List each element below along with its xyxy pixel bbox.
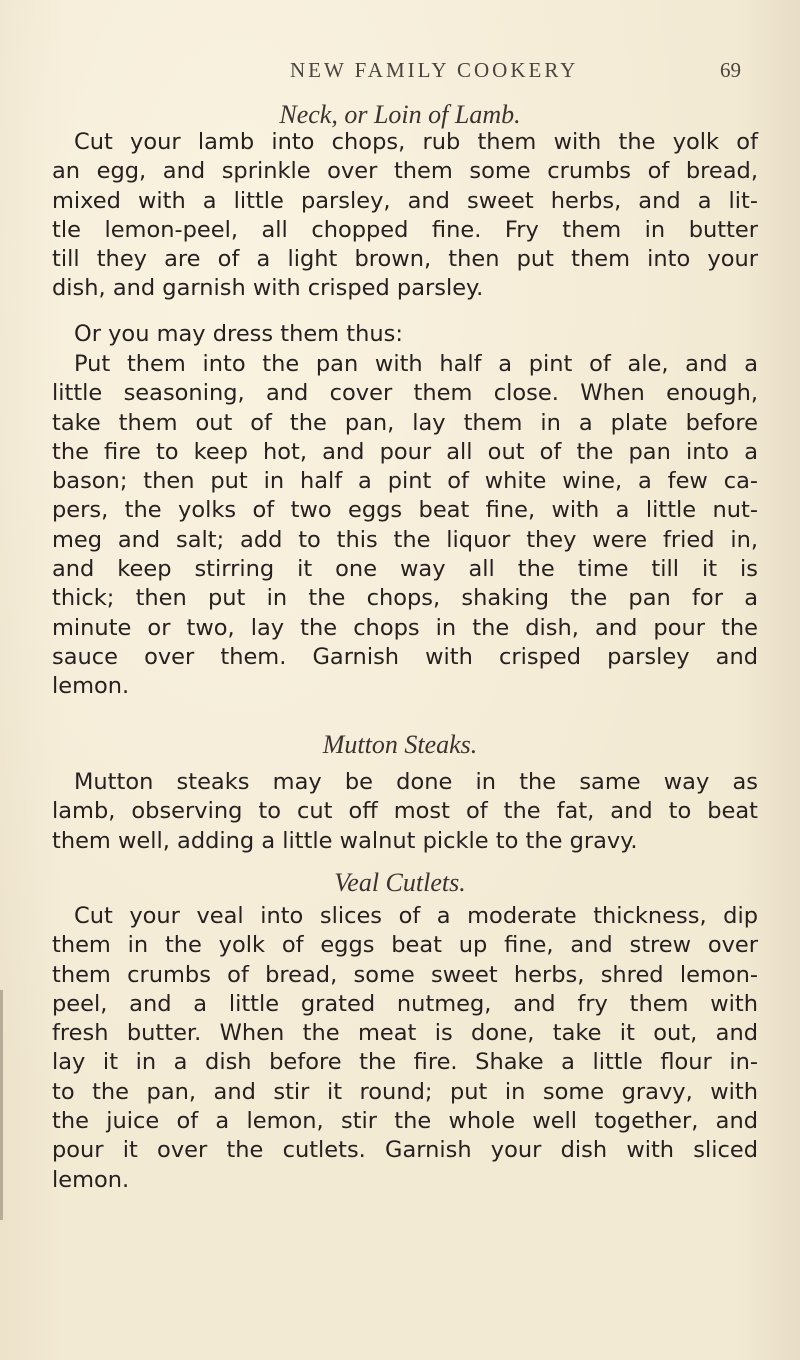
text-line: tle lemon-peel, all chopped fine. Fry them in butter xyxy=(52,216,758,243)
running-head xyxy=(0,58,800,88)
text-line: sauce over them. Garnish with crisped parsley and xyxy=(52,643,758,670)
text-line: dish, and garnish with crisped parsley. xyxy=(52,275,484,302)
text-line: thick; then put in the chops, shaking the pan for a xyxy=(52,585,758,612)
text-line: Put them into the pan with half a pint of ale, and a xyxy=(74,351,758,377)
text-line: Cut your veal into slices of a moderate thickness, dip xyxy=(74,903,758,929)
page-number: 69 xyxy=(720,58,741,82)
text-line: mixed with a little parsley, and sweet herbs, and a lit- xyxy=(52,187,758,214)
text-line: little seasoning, and cover them close. When enough, xyxy=(52,380,758,407)
text-line: them in the yolk of eggs beat up fine, and strew over xyxy=(52,932,758,959)
text-line: meg and salt; add to this the liquor they were fried in, xyxy=(52,526,758,553)
text-line: the juice of a lemon, stir the whole well together, and xyxy=(52,1108,758,1135)
text-line: Cut your lamb into chops, rub them with the yolk of xyxy=(74,129,758,155)
text-line: the fire to keep hot, and pour all out of the pan into a xyxy=(52,438,758,465)
text-line: lemon. xyxy=(52,1166,130,1193)
text-line: peel, and a little grated nutmeg, and fry them with xyxy=(52,990,758,1017)
text-line: lay it in a dish before the fire. Shake a little flour in- xyxy=(52,1049,758,1076)
text-line: pers, the yolks of two eggs beat fine, with a little nut- xyxy=(52,497,758,524)
recipe-heading-veal: Veal Cutlets. xyxy=(334,868,466,897)
text-line: till they are of a light brown, then put them into your xyxy=(52,246,758,273)
recipe-paragraph xyxy=(52,128,758,304)
text-line: to the pan, and stir it round; put in some gravy, with xyxy=(52,1078,758,1105)
text-line: and keep stirring it one way all the time till it is xyxy=(52,556,758,583)
running-title: NEW FAMILY COOKERY xyxy=(290,58,579,82)
recipe-heading-mutton: Mutton Steaks. xyxy=(322,730,478,759)
text-line: Mutton steaks may be done in the same way as xyxy=(74,769,758,795)
text-line: lamb, observing to cut off most of the fat, and to beat xyxy=(52,798,758,825)
text-line: them well, adding a little walnut pickle to the gravy. xyxy=(52,827,638,854)
text-line: bason; then put in half a pint of white wine, a few ca- xyxy=(52,468,758,495)
text-line: an egg, and sprinkle over them some crumbs of bread, xyxy=(52,158,758,185)
text-line: take them out of the pan, lay them in a plate before xyxy=(52,409,758,436)
recipe-paragraph xyxy=(52,320,758,349)
recipe-paragraph xyxy=(52,768,758,856)
recipe-heading-lamb: Neck, or Loin of Lamb. xyxy=(279,100,521,129)
text-line: lemon. xyxy=(52,673,130,700)
page-edge-shadow xyxy=(0,990,3,1220)
recipe-paragraph xyxy=(52,902,758,1195)
text-line: Or you may dress them thus: xyxy=(74,321,403,347)
text-line: fresh butter. When the meat is done, take it out, and xyxy=(52,1020,758,1047)
recipe-paragraph xyxy=(52,350,758,702)
text-line: them crumbs of bread, some sweet herbs, shred lemon- xyxy=(52,961,758,988)
text-line: pour it over the cutlets. Garnish your dish with sliced xyxy=(52,1137,758,1164)
text-line: minute or two, lay the chops in the dish, and pour the xyxy=(52,614,758,641)
